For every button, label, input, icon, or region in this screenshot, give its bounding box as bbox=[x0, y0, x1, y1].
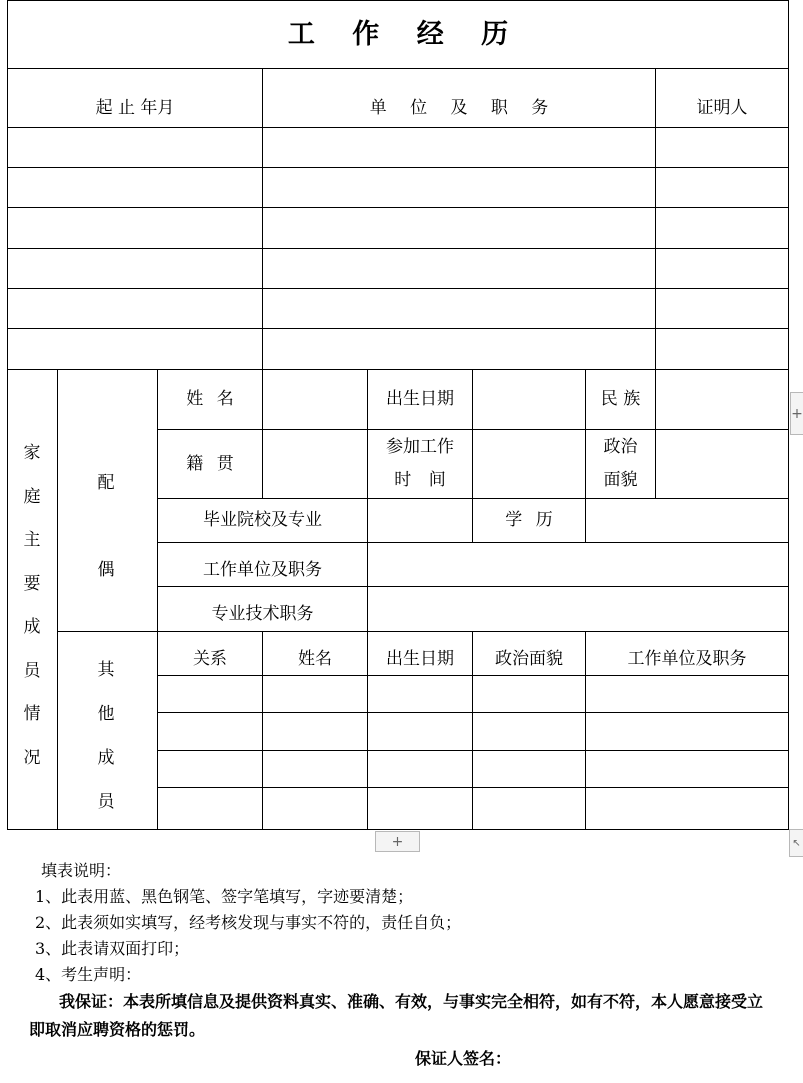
spouse-work-start-label bbox=[368, 430, 472, 498]
work-period-header: 起 止 年月 bbox=[95, 98, 175, 119]
table-line bbox=[7, 248, 789, 249]
spouse-political-status-label bbox=[586, 430, 655, 498]
work-start-line-1: 参加工作 bbox=[386, 437, 454, 457]
table-line bbox=[157, 750, 789, 751]
table-bottom-border bbox=[7, 829, 789, 830]
pledge-statement: 我保证：本表所填信息及提供资料真实、准确、有效，与事实完全相符，如有不符，本人愿意接受立即取消应聘资格的惩罚。 bbox=[29, 992, 764, 1039]
table-resize-handle[interactable] bbox=[789, 829, 803, 857]
spouse-label: 配偶 bbox=[97, 473, 115, 580]
member-political-status-header: 政治面貌 bbox=[495, 648, 563, 669]
table-line bbox=[7, 207, 789, 208]
table-right-border bbox=[788, 0, 789, 830]
spouse-professional-title-label: 专业技术职务 bbox=[211, 603, 314, 624]
form-notes bbox=[29, 858, 785, 1072]
table-line bbox=[7, 288, 789, 289]
work-start-line-2: 时 间 bbox=[394, 470, 446, 490]
work-witness-header: 证明人 bbox=[696, 98, 748, 119]
member-workplace-position-header: 工作单位及职务 bbox=[627, 648, 747, 669]
table-line bbox=[262, 369, 263, 499]
form-title: 工 作 经 历 bbox=[287, 18, 509, 50]
member-relation-header: 关系 bbox=[193, 648, 227, 669]
spouse-workplace-position-label: 工作单位及职务 bbox=[203, 559, 322, 580]
spouse-school-major-label: 毕业院校及专业 bbox=[203, 510, 322, 531]
spouse-ethnicity-label: 民 族 bbox=[600, 389, 641, 410]
member-name-header: 姓名 bbox=[298, 648, 332, 669]
notes-heading: 填表说明： bbox=[41, 861, 122, 880]
table-line bbox=[655, 369, 656, 499]
political-line-1: 政治 bbox=[603, 437, 638, 457]
table-line bbox=[7, 167, 789, 168]
notes-item: 1、此表用蓝、黑色钢笔、签字笔填写，字迹要清楚； bbox=[35, 887, 414, 906]
work-unit-position-header: 单 位 及 职 务 bbox=[369, 98, 549, 119]
table-line bbox=[57, 369, 58, 830]
spouse-native-place-label: 籍 贯 bbox=[186, 453, 234, 474]
other-members-label: 其他成员 bbox=[97, 660, 115, 812]
notes-item: 2、此表须如实填写，经考核发现与事实不符的，责任自负； bbox=[35, 913, 462, 932]
signature-label: 保证人签名： bbox=[415, 1049, 512, 1068]
table-line bbox=[157, 787, 789, 788]
notes-item: 4、考生声明： bbox=[35, 965, 142, 984]
table-line bbox=[157, 712, 789, 713]
spouse-education-label: 学 历 bbox=[505, 510, 553, 531]
table-line bbox=[7, 328, 789, 329]
family-members-section-label: 家庭主要成员情况 bbox=[23, 443, 41, 768]
add-row-button[interactable]: + bbox=[375, 831, 420, 852]
member-birth-date-header: 出生日期 bbox=[386, 648, 454, 669]
political-line-2: 面貌 bbox=[603, 470, 638, 490]
add-column-button[interactable]: + bbox=[790, 392, 803, 435]
spouse-birth-date-label: 出生日期 bbox=[386, 389, 454, 410]
notes-item: 3、此表请双面打印； bbox=[35, 939, 190, 958]
spouse-name-label: 姓 名 bbox=[186, 389, 234, 410]
resize-arrow-icon: ↖ bbox=[792, 837, 801, 849]
